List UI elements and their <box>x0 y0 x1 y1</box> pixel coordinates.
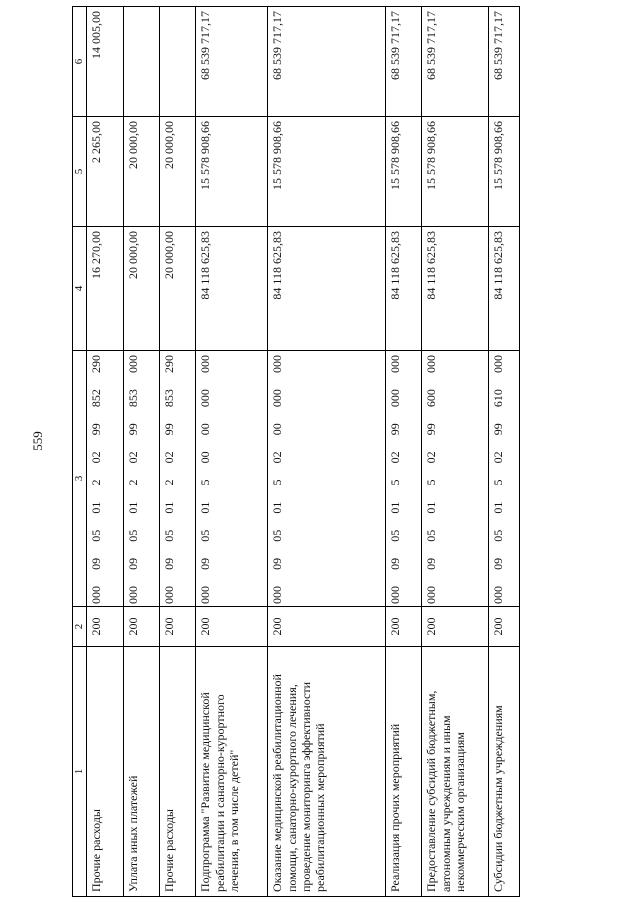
code-part: 610 <box>491 389 506 408</box>
value-col6: 14 005,00 <box>87 7 124 117</box>
code-part: 600 <box>424 389 439 408</box>
code-part: 05 <box>198 529 213 542</box>
code-part: 02 <box>388 451 403 464</box>
table-row <box>386 7 422 897</box>
code-part: 00 <box>198 451 213 464</box>
page-number: 559 <box>30 431 45 451</box>
code-part: 01 <box>424 501 439 514</box>
budget-code <box>87 351 124 607</box>
code-part: 00 <box>270 423 285 436</box>
code-part: 000 <box>126 355 141 373</box>
code-part: 02 <box>424 451 439 464</box>
code-part: 01 <box>388 501 403 514</box>
column-number: 1 <box>73 647 87 897</box>
code-part: 01 <box>162 501 177 514</box>
budget-code <box>196 351 268 607</box>
code-part: 99 <box>162 423 177 436</box>
row-name: Прочие расходы <box>160 647 196 897</box>
code-part: 2 <box>162 479 177 486</box>
value-col6 <box>160 7 196 117</box>
code-part: 5 <box>491 479 506 486</box>
row-name: Субсидии бюджетным учреждениям <box>489 647 520 897</box>
code-part: 05 <box>126 529 141 542</box>
value-col4: 20 000,00 <box>160 227 196 351</box>
code-part: 09 <box>424 557 439 570</box>
code-part: 05 <box>162 529 177 542</box>
row-name: Реализация прочих мероприятий <box>386 647 422 897</box>
code-part: 000 <box>89 586 104 604</box>
budget-table <box>72 6 520 897</box>
row-name: Подпрограмма "Развитие медицинской реабилитации и санаторно-курортного лечения, в том числе детей" <box>196 647 268 897</box>
admin-code: 200 <box>124 607 160 647</box>
code-part: 09 <box>491 557 506 570</box>
column-number: 6 <box>73 7 87 117</box>
code-part: 853 <box>126 389 141 408</box>
code-part: 09 <box>162 557 177 570</box>
code-part: 01 <box>491 501 506 514</box>
table-row <box>160 7 196 897</box>
budget-code <box>124 351 160 607</box>
table-row <box>87 7 124 897</box>
value-col6: 68 539 717,17 <box>196 7 268 117</box>
code-part: 05 <box>388 529 403 542</box>
code-part: 09 <box>270 557 285 570</box>
value-col5: 20 000,00 <box>160 117 196 227</box>
budget-code <box>268 351 386 607</box>
code-part: 000 <box>424 355 439 373</box>
code-part: 000 <box>388 586 403 604</box>
admin-code: 200 <box>160 607 196 647</box>
code-part: 02 <box>162 451 177 464</box>
value-col4: 84 118 625,83 <box>196 227 268 351</box>
code-part: 000 <box>424 586 439 604</box>
code-part: 000 <box>388 355 403 373</box>
row-name: Оказание медицинской реабилитационной помощи, санаторно-курортного лечения, проведение мониторинга эффективности реабилитационных мероприятий <box>268 647 386 897</box>
admin-code: 200 <box>87 607 124 647</box>
code-part: 09 <box>89 557 104 570</box>
code-part: 5 <box>424 479 439 486</box>
table-row <box>268 7 386 897</box>
code-part: 99 <box>491 423 506 436</box>
code-part: 000 <box>198 586 213 604</box>
code-part: 000 <box>162 586 177 604</box>
value-col5: 15 578 908,66 <box>268 117 386 227</box>
code-part: 02 <box>89 451 104 464</box>
code-part: 99 <box>388 423 403 436</box>
code-part: 000 <box>198 355 213 373</box>
budget-code <box>386 351 422 607</box>
code-part: 01 <box>89 501 104 514</box>
code-part: 2 <box>126 479 141 486</box>
code-part: 09 <box>198 557 213 570</box>
code-part: 02 <box>270 451 285 464</box>
code-part: 853 <box>162 389 177 408</box>
value-col5: 15 578 908,66 <box>196 117 268 227</box>
table-row <box>422 7 489 897</box>
column-number: 5 <box>73 117 87 227</box>
column-number: 4 <box>73 227 87 351</box>
row-name: Предоставление субсидий бюджетным, автономным учреждениям и иным некоммерческим организациям <box>422 647 489 897</box>
code-part: 2 <box>89 479 104 486</box>
value-col5: 20 000,00 <box>124 117 160 227</box>
rotated-table-container <box>72 7 517 897</box>
code-part: 01 <box>270 501 285 514</box>
code-part: 000 <box>491 586 506 604</box>
value-col4: 84 118 625,83 <box>386 227 422 351</box>
code-part: 05 <box>270 529 285 542</box>
code-part: 05 <box>424 529 439 542</box>
table-row <box>489 7 520 897</box>
table-row <box>196 7 268 897</box>
code-part: 99 <box>126 423 141 436</box>
code-part: 000 <box>198 389 213 408</box>
code-part: 02 <box>126 451 141 464</box>
code-part: 000 <box>491 355 506 373</box>
code-part: 000 <box>270 586 285 604</box>
code-part: 290 <box>162 355 177 373</box>
value-col5: 15 578 908,66 <box>422 117 489 227</box>
code-part: 290 <box>89 355 104 373</box>
budget-code <box>489 351 520 607</box>
admin-code: 200 <box>489 607 520 647</box>
code-part: 5 <box>198 479 213 486</box>
row-name: Прочие расходы <box>87 647 124 897</box>
admin-code: 200 <box>196 607 268 647</box>
table-body <box>73 7 520 897</box>
value-col4: 84 118 625,83 <box>489 227 520 351</box>
code-part: 01 <box>126 501 141 514</box>
value-col4: 20 000,00 <box>124 227 160 351</box>
value-col6: 68 539 717,17 <box>386 7 422 117</box>
admin-code: 200 <box>268 607 386 647</box>
code-part: 000 <box>126 586 141 604</box>
code-part: 05 <box>89 529 104 542</box>
value-col6: 68 539 717,17 <box>268 7 386 117</box>
code-part: 09 <box>126 557 141 570</box>
code-part: 000 <box>270 389 285 408</box>
code-part: 852 <box>89 389 104 408</box>
code-part: 99 <box>89 423 104 436</box>
code-part: 000 <box>388 389 403 408</box>
value-col6: 68 539 717,17 <box>489 7 520 117</box>
budget-code <box>160 351 196 607</box>
table-row <box>124 7 160 897</box>
code-part: 99 <box>424 423 439 436</box>
value-col4: 84 118 625,83 <box>268 227 386 351</box>
value-col5: 15 578 908,66 <box>386 117 422 227</box>
code-part: 5 <box>270 479 285 486</box>
code-part: 00 <box>198 423 213 436</box>
value-col5: 2 265,00 <box>87 117 124 227</box>
column-number-row <box>73 7 87 897</box>
column-number: 3 <box>73 351 87 607</box>
row-name: Уплата иных платежей <box>124 647 160 897</box>
value-col4: 84 118 625,83 <box>422 227 489 351</box>
code-part: 09 <box>388 557 403 570</box>
code-part: 01 <box>198 501 213 514</box>
value-col6 <box>124 7 160 117</box>
budget-code <box>422 351 489 607</box>
code-part: 5 <box>388 479 403 486</box>
admin-code: 200 <box>422 607 489 647</box>
value-col6: 68 539 717,17 <box>422 7 489 117</box>
value-col5: 15 578 908,66 <box>489 117 520 227</box>
code-part: 000 <box>270 355 285 373</box>
code-part: 05 <box>491 529 506 542</box>
value-col4: 16 270,00 <box>87 227 124 351</box>
column-number: 2 <box>73 607 87 647</box>
admin-code: 200 <box>386 607 422 647</box>
code-part: 02 <box>491 451 506 464</box>
